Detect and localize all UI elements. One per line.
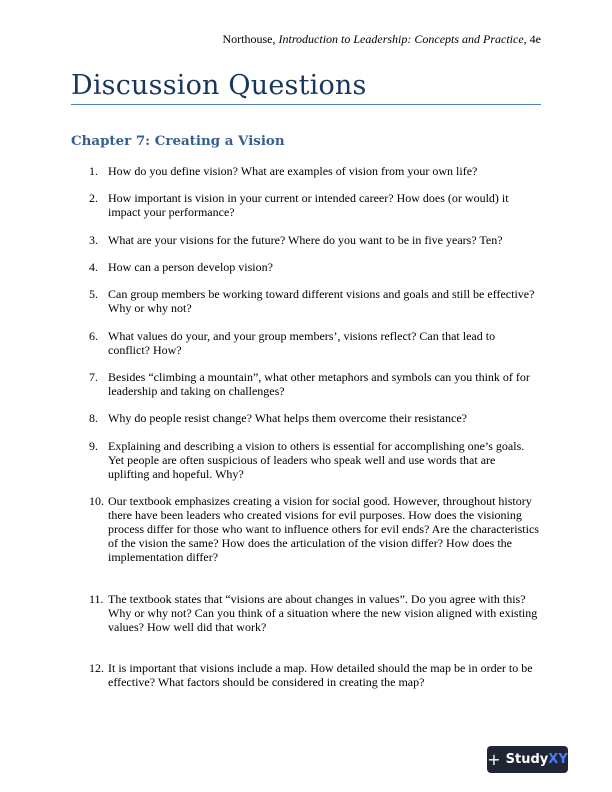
- question-text: Explaining and describing a vision to others is essential for accomplishing one’s goals. Yet people are often suspicious of leaders who speak well and use words that are uplifting and hopeful. Why?: [108, 438, 525, 481]
- question-item: [89, 329, 539, 357]
- header-edition: , 4e: [523, 32, 541, 46]
- plus-icon: +: [487, 749, 501, 769]
- question-number: 1.: [89, 164, 98, 178]
- question-item: [89, 661, 539, 689]
- question-text: What values do your, and your group members’, visions reflect? Can that lead to conflict? How?: [108, 328, 496, 357]
- studyxy-logo[interactable]: [487, 746, 568, 773]
- question-number: 9.: [89, 438, 98, 453]
- question-item: [89, 370, 539, 398]
- question-text: Our textbook emphasizes creating a vision for social good. However, throughout history there have been leaders who created visions for evil purposes. How does the visioning process differ for those who want to influence others for evil ends? Are the characteristics of the vision the same? How does the articulation of the vision differ? How does the implementation differ?: [108, 494, 539, 565]
- header-author: Northouse,: [222, 32, 279, 46]
- question-number: 2.: [89, 191, 98, 206]
- question-item: [89, 439, 539, 481]
- title-divider: [71, 104, 541, 105]
- question-item: [89, 494, 539, 564]
- question-number: 4.: [89, 259, 98, 274]
- header-book-title: Introduction to Leadership: Concepts and Practice: [278, 32, 524, 46]
- question-text: Why do people resist change? What helps them overcome their resistance?: [108, 411, 467, 426]
- question-number: 10.: [89, 494, 104, 509]
- question-item: [89, 411, 539, 425]
- question-text: The textbook states that “visions are about changes in values”. Do you agree with this? Why or why not? Can you think of a situation where the new vision aligned with existing values? How well did that work?: [108, 591, 538, 634]
- question-text: How important is vision in your current or intended career? How does (or would) it impact your performance?: [108, 191, 509, 220]
- question-number: 11.: [89, 591, 104, 606]
- question-number: 12.: [89, 660, 104, 675]
- question-text: What are your visions for the future? Where do you want to be in five years? Ten?: [108, 232, 503, 247]
- question-text: It is important that visions include a map. How detailed should the map be in order to be effective? What factors should be considered in creating the map?: [108, 660, 533, 689]
- question-item: [89, 191, 539, 219]
- question-item: [89, 287, 539, 315]
- question-text: How can a person develop vision?: [108, 259, 273, 274]
- chapter-heading: Chapter 7: Creating a Vision: [71, 133, 285, 149]
- question-item: [89, 164, 539, 178]
- question-list: [89, 164, 539, 702]
- question-item: [89, 260, 539, 274]
- question-number: 5.: [89, 287, 98, 302]
- question-text: Can group members be working toward different visions and goals and still be effective? Why or why not?: [108, 287, 535, 316]
- page-title: Discussion Questions: [71, 70, 367, 101]
- question-number: 3.: [89, 232, 98, 247]
- question-number: 8.: [89, 411, 98, 426]
- question-text: Besides “climbing a mountain”, what other metaphors and symbols can you think of for leadership and taking on challenges?: [108, 369, 530, 399]
- logo-text-study: Study: [505, 752, 549, 767]
- running-header: [222, 32, 541, 47]
- question-item: [89, 233, 539, 247]
- question-number: 6.: [89, 328, 98, 343]
- question-text: How do you define vision? What are examples of vision from your own life?: [108, 164, 478, 178]
- question-number: 7.: [89, 369, 98, 384]
- question-item: [89, 592, 539, 634]
- logo-text-xy: XY: [548, 752, 568, 767]
